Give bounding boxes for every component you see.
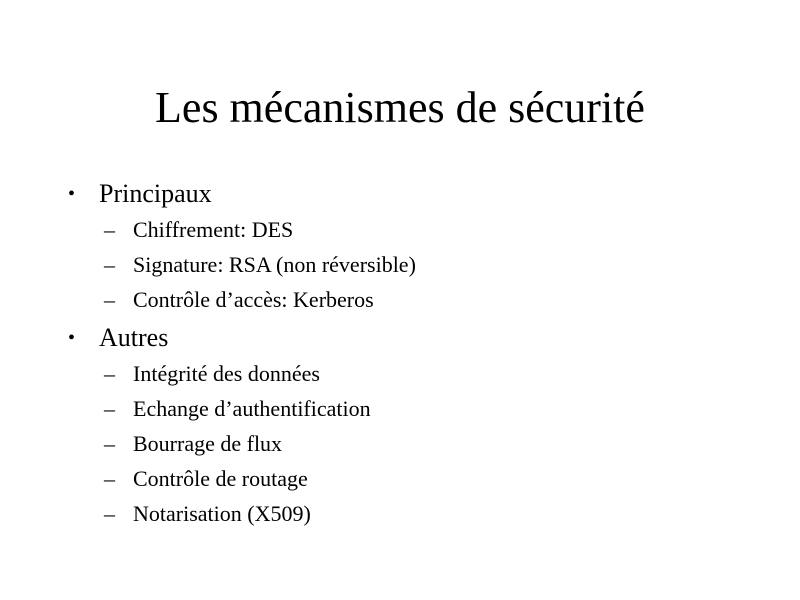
bullet-item-principaux bbox=[68, 176, 768, 212]
sub-item bbox=[68, 356, 768, 391]
sub-item-text: Chiffrement: DES bbox=[133, 217, 294, 242]
section-heading: Principaux bbox=[99, 179, 212, 208]
dash-icon: – bbox=[104, 466, 115, 491]
sublist-principaux bbox=[68, 212, 768, 317]
sub-item-text: Intégrité des données bbox=[133, 361, 320, 386]
sub-item bbox=[68, 247, 768, 282]
dash-icon: – bbox=[104, 431, 115, 456]
sub-item bbox=[68, 461, 768, 496]
section-heading: Autres bbox=[99, 323, 169, 352]
sub-item bbox=[68, 426, 768, 461]
bullet-icon: • bbox=[68, 327, 76, 349]
sub-item-text: Contrôle d’accès: Kerberos bbox=[133, 287, 374, 312]
sub-item bbox=[68, 282, 768, 317]
slide-content bbox=[68, 176, 768, 534]
bullet-icon: • bbox=[68, 183, 76, 205]
dash-icon: – bbox=[104, 396, 115, 421]
sub-item-text: Signature: RSA (non réversible) bbox=[133, 252, 416, 277]
slide-title: Les mécanismes de sécurité bbox=[155, 83, 645, 132]
dash-icon: – bbox=[104, 217, 115, 242]
sub-item-text: Contrôle de routage bbox=[133, 466, 308, 491]
dash-icon: – bbox=[104, 252, 115, 277]
bullet-item-autres bbox=[68, 320, 768, 356]
sub-item bbox=[68, 496, 768, 531]
dash-icon: – bbox=[104, 361, 115, 386]
dash-icon: – bbox=[104, 287, 115, 312]
sublist-autres bbox=[68, 356, 768, 531]
sub-item bbox=[68, 391, 768, 426]
sub-item-text: Bourrage de flux bbox=[133, 431, 283, 456]
section-autres bbox=[68, 320, 768, 531]
dash-icon: – bbox=[104, 501, 115, 526]
sub-item bbox=[68, 212, 768, 247]
sub-item-text: Echange d’authentification bbox=[133, 396, 371, 421]
sub-item-text: Notarisation (X509) bbox=[133, 501, 311, 526]
section-principaux bbox=[68, 176, 768, 317]
